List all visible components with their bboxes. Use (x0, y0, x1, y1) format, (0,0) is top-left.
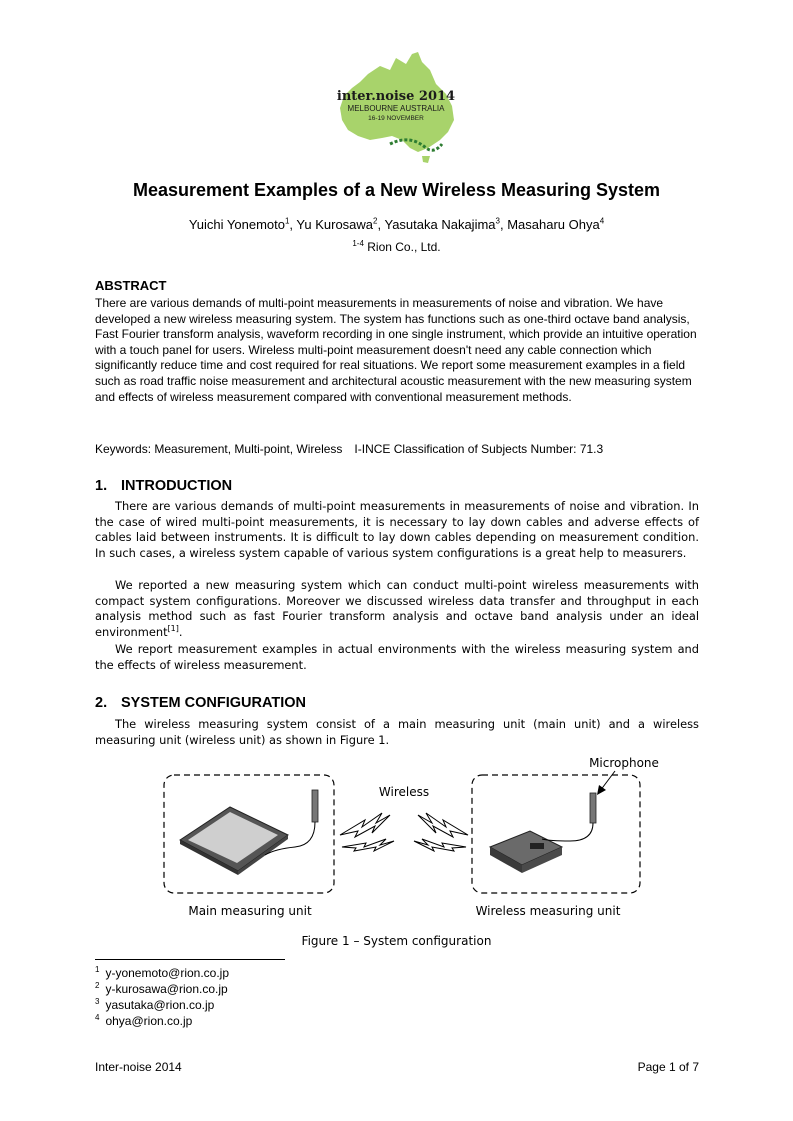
conference-logo (330, 44, 465, 164)
author-sup: 2 (373, 216, 378, 226)
abstract-text: There are various demands of multi-point measurements in measurements of noise and vibration. We have developed a new wireless measuring system. The system has functions such as one-third octave band analysis, Fast Fourier transform analysis, waveform recording in one single instrument, which provide an intuitive operation with a touch panel for users. Wireless multi-point measurement doesn't need any cable connection which significantly reduce time and cost required for real situations. We report some measurement examples in a field such as road traffic noise measurement and architectural acoustic measurement with the new measuring system and effects of wireless measurement compared with conventional measurement methods. (95, 296, 697, 404)
logo-title: inter.noise 2014 (336, 89, 456, 104)
wireless-label: Wireless (378, 785, 430, 799)
author-sup: 4 (599, 216, 605, 226)
citation-ref: [1] (167, 623, 179, 633)
tablet-device-icon (180, 807, 288, 875)
footnote: $^4$ ohya@rion.co.jp (95, 1013, 193, 1028)
figure-caption: Figure 1 – System configuration (301, 934, 492, 948)
logo-location: MELBOURNE AUSTRALIA (347, 104, 445, 113)
keywords-line: Keywords: Measurement, Multi-point, Wireless I-INCE Classification of Subjects Number: 71.3 (95, 442, 604, 456)
abstract-heading: ABSTRACT (95, 278, 167, 293)
system-diagram (150, 755, 670, 925)
author-sup: 3 (495, 216, 500, 226)
author-name: Masaharu Ohya (507, 217, 600, 232)
paper-title: Measurement Examples of a New Wireless Measuring System (132, 180, 661, 200)
wireless-signal-icon (340, 813, 468, 851)
footnote: $^3$ yasutaka@rion.co.jp (95, 997, 215, 1012)
wireless-unit-device-icon (490, 831, 562, 873)
author-name: Yasutaka Nakajima (384, 217, 496, 232)
logo-graphic (330, 44, 465, 164)
footnote: $^1$ y-yonemoto@rion.co.jp (95, 965, 230, 980)
main-unit-label: Main measuring unit (188, 904, 312, 918)
logo-dates: 16-19 NOVEMBER (368, 115, 424, 122)
author-list: Yuichi Yonemoto$^1$, Yu Kurosawa$^2$, Yasutaka Nakajima$^3$, Masaharu Ohya$^4$ (188, 216, 605, 232)
keywords-list: Measurement, Multi-point, Wireless (154, 442, 343, 456)
microphone-icon (542, 793, 596, 841)
footnote: $^2$ y-kurosawa@rion.co.jp (95, 981, 228, 996)
microphone-label: Microphone (589, 756, 659, 770)
intro-paragraph-2: We reported a new measuring system which can conduct multi-point wireless measurements with compact system configurations. Moreover we discussed wireless data transfer and throughput in each analysis method such as fast Fourier transform analysis and octave band analysis under an ideal environment[1]. (95, 578, 699, 639)
affiliation-sup: 1-4 (352, 239, 364, 248)
intro-paragraph-1: There are various demands of multi-point measurements in measurements of noise and vibration. In the case of wired multi-point measurements, it is necessary to lay down cables and adverse effects of cables laid between instruments. It is difficult to lay down cables depending on measurement condition. In such cases, a wireless system capable of various system configurations is a great help to measurers. (95, 499, 699, 560)
tasmania-shape (422, 156, 430, 163)
figure-1 (150, 755, 670, 925)
author-sup: 1 (284, 216, 290, 226)
section-1-heading: 1. INTRODUCTION (95, 478, 233, 494)
intro-paragraph-3: We report measurement examples in actual environments with the wireless measuring system and the effects of wireless measurement. (95, 642, 699, 672)
footnote-divider (95, 959, 285, 960)
footer-page-number: Page 1 of 7 (637, 1060, 699, 1074)
author-name: Yu Kurosawa (296, 217, 374, 232)
wireless-unit-label: Wireless measuring unit (475, 904, 621, 918)
author-name: Yuichi Yonemoto (188, 217, 285, 232)
wireless-unit-boundary (472, 775, 640, 893)
system-paragraph-1: The wireless measuring system consist of a main measuring unit (main unit) and a wireless measuring unit (wireless unit) as shown in Figure 1. (95, 717, 699, 747)
section-2-heading: 2. SYSTEM CONFIGURATION (95, 695, 307, 711)
classification: I-INCE Classification of Subjects Number: 71.3 (354, 442, 604, 456)
footer-conference: Inter-noise 2014 (95, 1060, 182, 1074)
affiliation: $^{1-4}$ Rion Co., Ltd. (352, 239, 441, 254)
